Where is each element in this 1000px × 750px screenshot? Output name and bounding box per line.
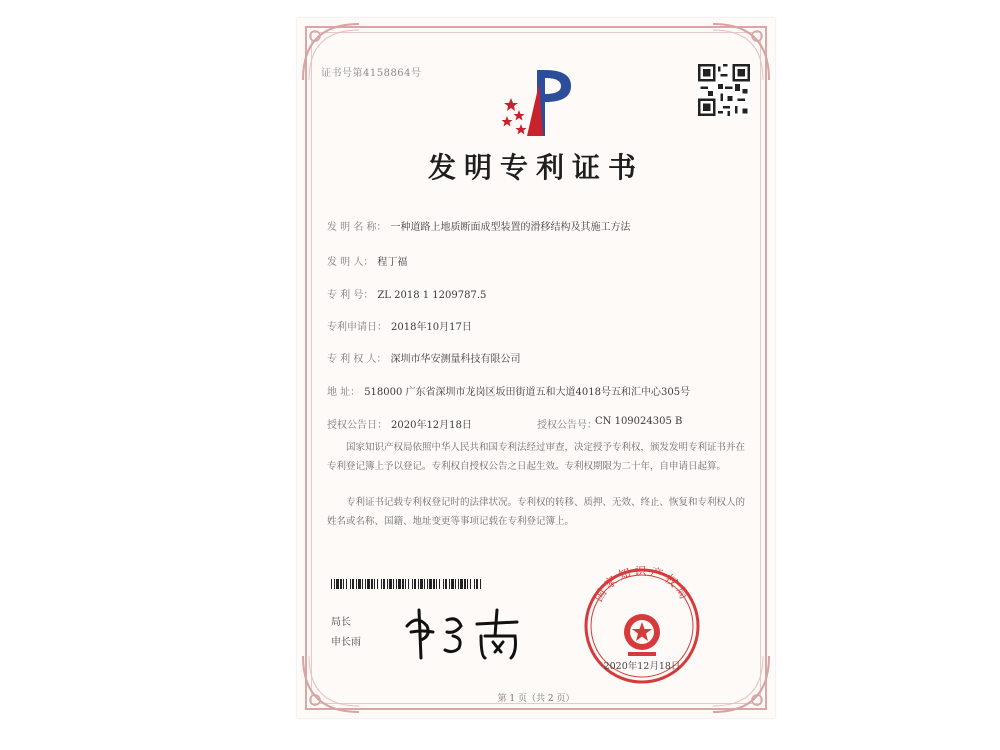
field-patentee xyxy=(327,350,521,365)
patentee-label: 专 利 权 人： xyxy=(327,354,387,365)
certificate-number: 证书号第4158864号 xyxy=(321,68,422,79)
field-patent-number xyxy=(327,286,486,301)
body-paragraph-1: 国家知识产权局依照中华人民共和国专利法经过审查，决定授予专利权，颁发发明专利证书并在专利登记簿上予以登记。专利权自授权公告之日起生效。专利权期限为二十年，自申请日起算。 xyxy=(327,442,746,472)
handwritten-signature xyxy=(397,596,537,666)
patent-certificate xyxy=(297,18,775,718)
inventor-value: 程丁福 xyxy=(377,257,408,268)
director-name: 申长雨 xyxy=(331,637,361,648)
certificate-title: 发明专利证书 xyxy=(427,151,644,184)
field-inventor xyxy=(327,253,407,268)
field-filing-date xyxy=(327,318,472,333)
filing-date-value: 2018年10月17日 xyxy=(391,322,472,333)
cnipa-logo xyxy=(497,64,581,142)
field-address xyxy=(327,383,690,398)
barcode xyxy=(331,574,481,584)
invention-name-value: 一种道路上地质断面成型装置的滑移结构及其施工方法 xyxy=(390,222,631,233)
address-value: 518000 广东省深圳市龙岗区坂田街道五和大道4018号五和汇中心305号 xyxy=(364,387,691,398)
announcement-number-label: 授权公告号： xyxy=(537,420,597,431)
corner-ornament-bottom-right xyxy=(711,654,771,714)
filing-date-label: 专利申请日： xyxy=(327,322,387,333)
announcement-number-value: CN 109024305 B xyxy=(595,416,683,427)
corner-ornament-bottom-left xyxy=(301,654,361,714)
address-label: 地 址： xyxy=(327,387,361,398)
svg-text:国家知识产权局: 国家知识产权局 xyxy=(591,566,693,605)
grant-date-label: 授权公告日： xyxy=(327,420,387,431)
body-paragraph-2: 专利证书记载专利权登记时的法律状况。专利权的转移、质押、无效、终止、恢复和专利权人的姓名或名称、国籍、地址变更等事项记载在专利登记簿上。 xyxy=(327,497,746,527)
director-title: 局长 xyxy=(331,617,351,628)
invention-name-label: 发 明 名 称： xyxy=(327,222,387,233)
qr-code xyxy=(698,64,750,116)
field-invention-name xyxy=(327,218,631,233)
patent-number-label: 专 利 号： xyxy=(327,290,374,301)
page-footer: 第 1 页（共 2 页） xyxy=(497,694,575,704)
grant-date-value: 2020年12月18日 xyxy=(391,420,472,431)
patent-number-value: ZL 2018 1 1209787.5 xyxy=(377,290,487,301)
seal-date: 2020年12月18日 xyxy=(603,661,681,672)
inventor-label: 发 明 人： xyxy=(327,257,374,268)
field-grant-date xyxy=(327,416,683,431)
patentee-value: 深圳市华安测量科技有限公司 xyxy=(390,354,521,365)
